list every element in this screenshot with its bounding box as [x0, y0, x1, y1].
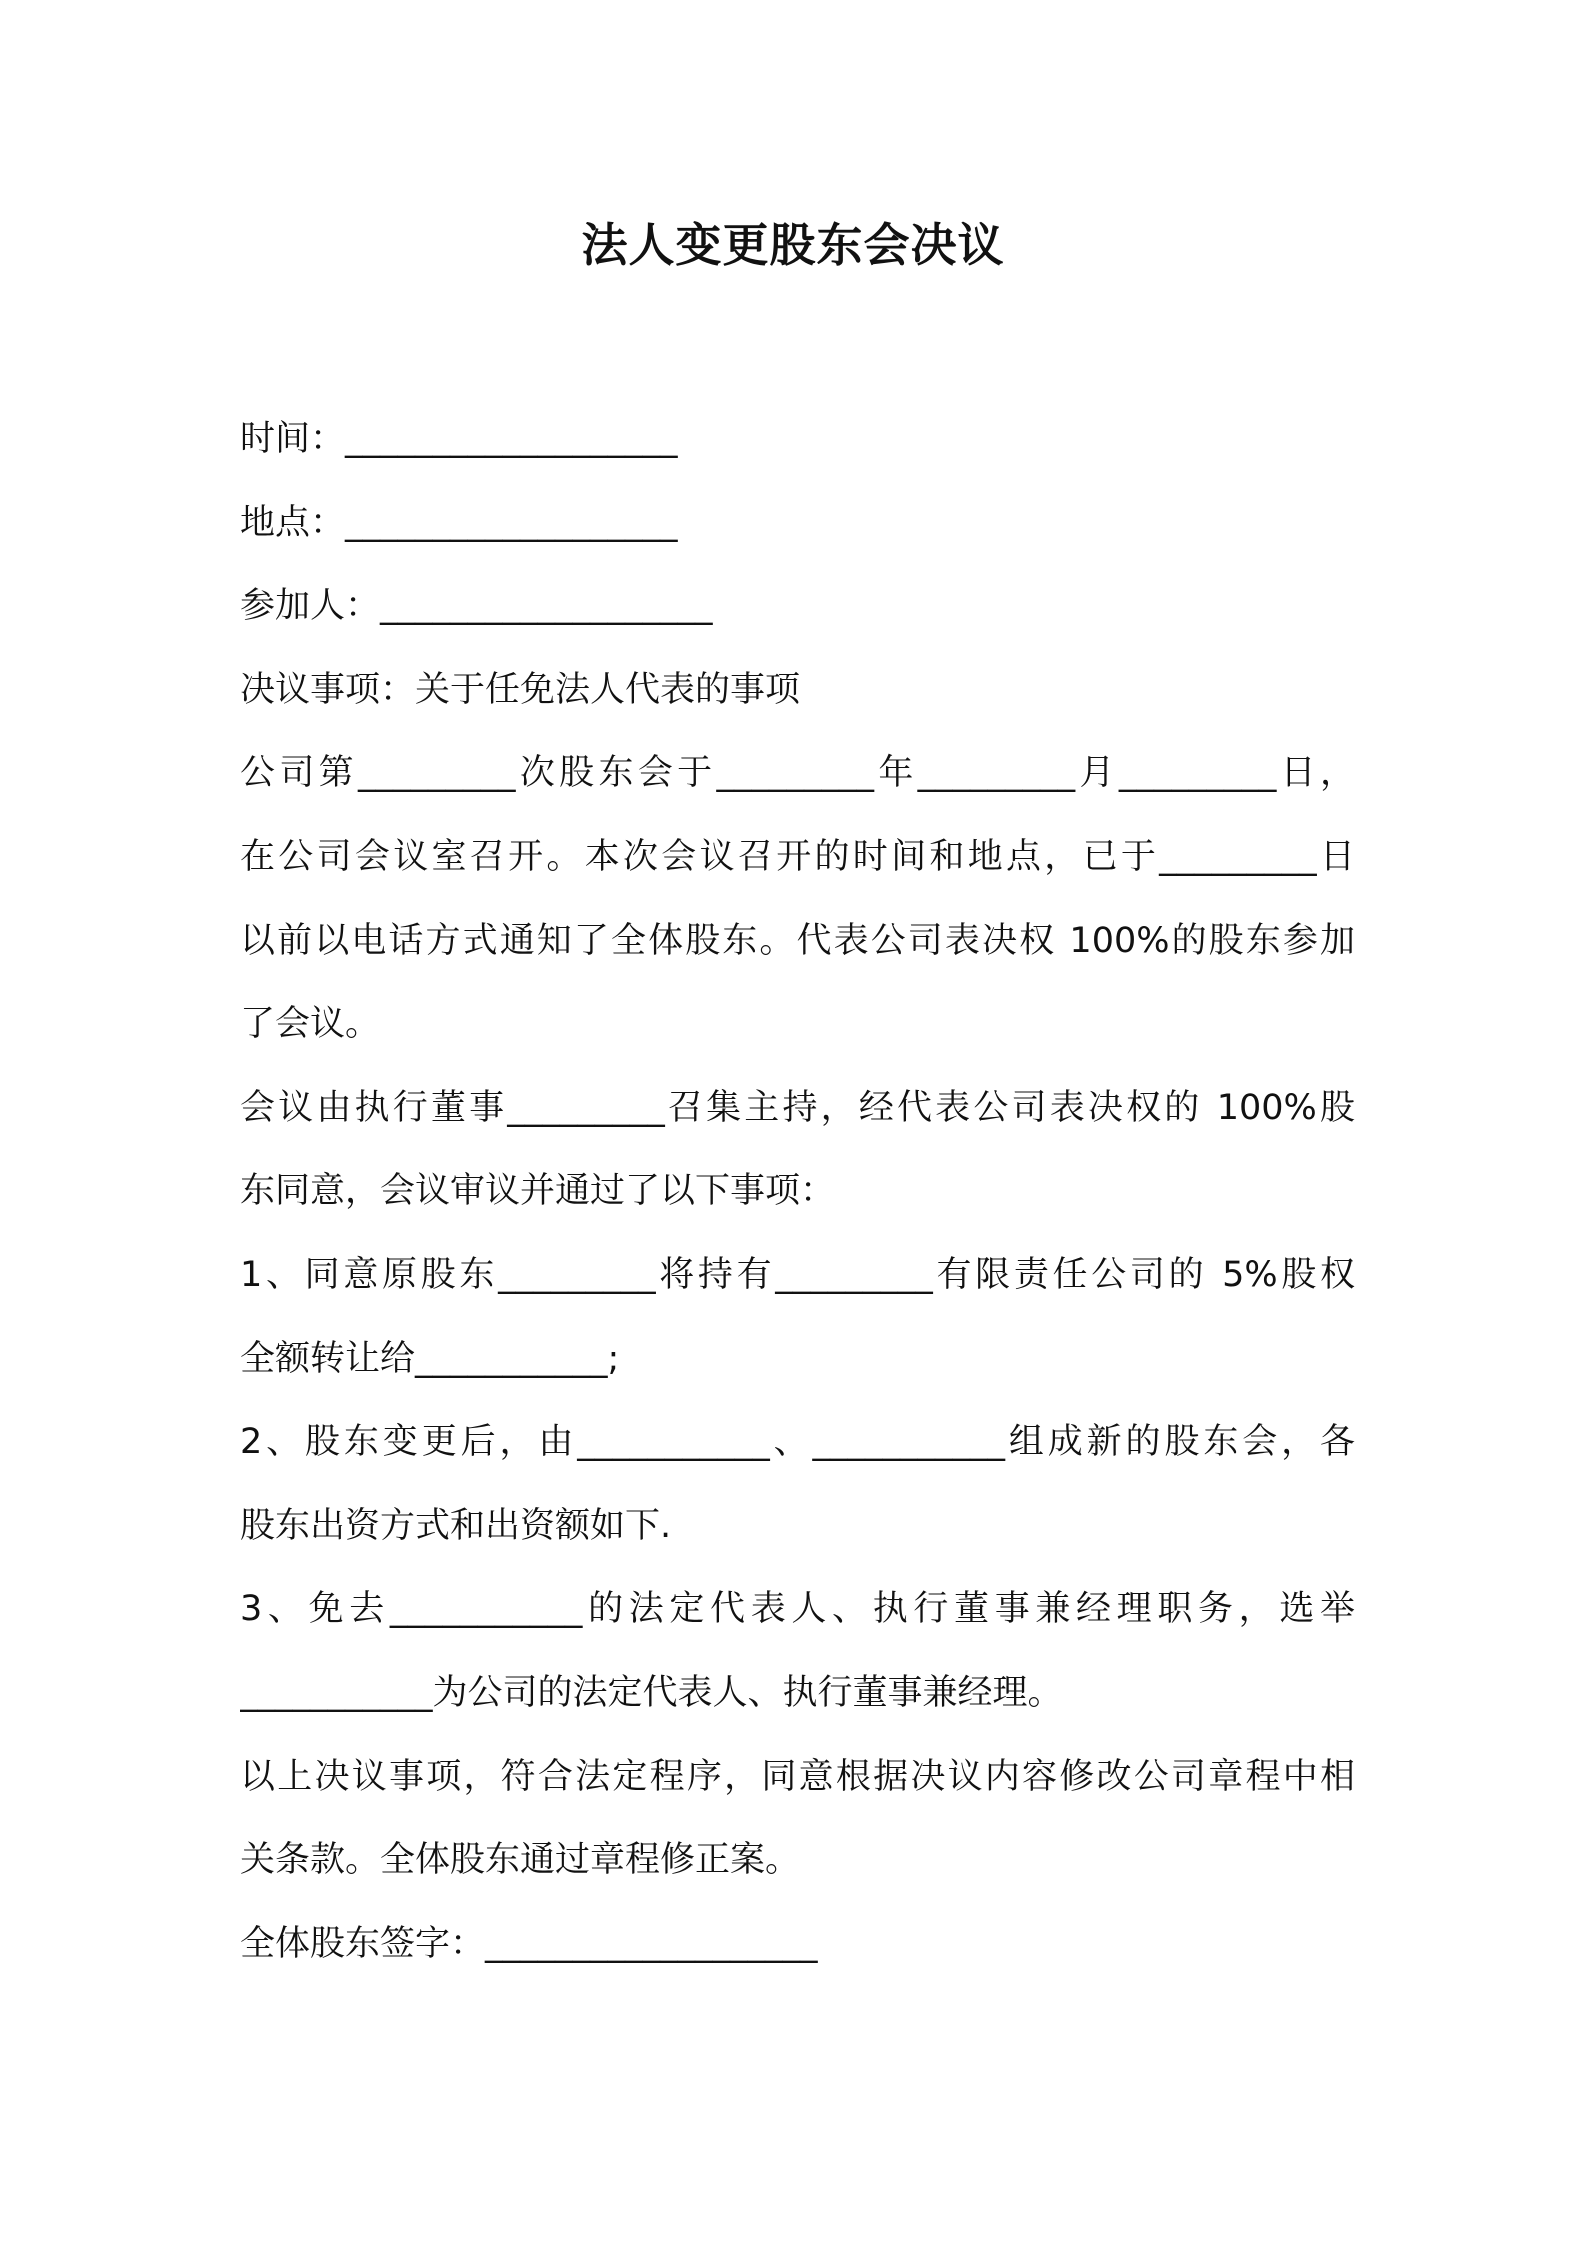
document-title: 法人变更股东会决议	[581, 218, 1005, 272]
resolution-item-1-line: 全额转让给___________;	[240, 1338, 620, 1379]
attendees-field-line: 参加人：___________________	[240, 586, 713, 627]
paragraph-line: 以前以电话方式通知了全体股东。代表公司表决权 100%的股东参加	[240, 920, 1355, 961]
paragraph-line: 公司第_________次股东会于_________年_________月_________日，	[240, 753, 1355, 794]
resolution-item-3-line: 3、免去___________的法定代表人、执行董事兼经理职务，选举	[240, 1589, 1355, 1630]
location-field-line: 地点：___________________	[240, 502, 678, 543]
resolution-item-3-line: ___________为公司的法定代表人、执行董事兼经理。	[240, 1672, 1063, 1713]
paragraph-line: 东同意，会议审议并通过了以下事项：	[240, 1171, 836, 1212]
resolution-item-2-line: 股东出资方式和出资额如下.	[240, 1505, 672, 1546]
document-body	[240, 398, 1355, 1986]
resolution-subject-line: 决议事项：关于任免法人代表的事项	[240, 669, 801, 710]
closing-paragraph-line: 以上决议事项，符合法定程序，同意根据决议内容修改公司章程中相	[240, 1756, 1355, 1797]
paragraph-line: 在公司会议室召开。本次会议召开的时间和地点，已于_________日	[240, 836, 1355, 877]
closing-paragraph-line: 关条款。全体股东通过章程修正案。	[240, 1840, 801, 1881]
signature-field-line: 全体股东签字：___________________	[240, 1923, 818, 1964]
paragraph-line: 会议由执行董事_________召集主持，经代表公司表决权的 100%股	[240, 1087, 1355, 1128]
paragraph-line: 了会议。	[240, 1004, 381, 1045]
time-field-line: 时间：___________________	[240, 419, 678, 459]
resolution-item-2-line: 2、股东变更后，由___________、___________组成新的股东会，各	[240, 1422, 1355, 1463]
resolution-item-1-line: 1、同意原股东_________将持有_________有限责任公司的 5%股权	[240, 1254, 1355, 1295]
